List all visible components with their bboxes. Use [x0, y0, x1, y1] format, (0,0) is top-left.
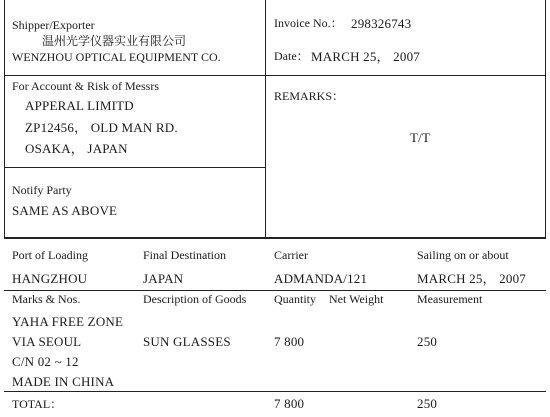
account-line-3: OSAKA， JAPAN: [25, 141, 128, 156]
marks-line-2: VIA SEOUL: [12, 334, 82, 349]
carrier-label: Carrier: [274, 248, 308, 262]
remarks-label: REMARKS：: [274, 89, 345, 103]
goods-measurement: 250: [417, 334, 438, 349]
marks-label: Marks & Nos.: [12, 292, 81, 306]
goods-quantity: 7 800: [274, 334, 305, 349]
account-line-2: ZP12456， OLD MAN RD.: [25, 120, 178, 135]
goods-description: SUN GLASSES: [143, 334, 231, 349]
sailing-date: MARCH 25， 2007: [417, 271, 526, 286]
marks-line-4: MADE IN CHINA: [12, 374, 115, 389]
total-measurement: 250: [417, 396, 438, 411]
net-weight-label: Net Weight: [329, 292, 384, 306]
invoice-number-label: Invoice No.：: [274, 16, 343, 30]
marks-line-3: C/N 02 ~ 12: [12, 354, 79, 369]
shipper-label: Shipper/Exporter: [12, 18, 95, 32]
sailing-label: Sailing on or about: [417, 248, 509, 262]
shipper-name-chinese: 温州光学仪器实业有限公司: [42, 34, 187, 48]
description-label: Description of Goods: [143, 292, 247, 306]
goods-bottom-rule: [4, 391, 546, 392]
invoice-date: MARCH 25， 2007: [311, 49, 420, 64]
upper-section-bottom-rule: [4, 237, 546, 239]
shipper-name-english: WENZHOU OPTICAL EQUIPMENT CO.: [12, 50, 221, 64]
account-label: For Account & Risk of Messrs: [12, 79, 159, 93]
port-of-loading: HANGZHOU: [12, 271, 88, 286]
right-border: [545, 0, 546, 238]
port-of-loading-label: Port of Loading: [12, 248, 88, 262]
final-destination-label: Final Destination: [143, 248, 226, 262]
measurement-label: Measurement: [417, 292, 483, 306]
invoice-number: 298326743: [351, 16, 412, 31]
final-destination: JAPAN: [143, 271, 184, 286]
account-bottom-rule: [4, 167, 266, 168]
shipping-bottom-rule: [4, 290, 546, 291]
notify-party-value: SAME AS ABOVE: [12, 203, 118, 218]
left-border: [4, 0, 5, 238]
marks-line-1: YAHA FREE ZONE: [12, 314, 124, 329]
total-quantity: 7 800: [274, 396, 305, 411]
invoice-date-label: Date：: [274, 49, 309, 63]
shipper-bottom-rule: [4, 75, 546, 76]
total-label: TOTAL：: [12, 397, 63, 411]
middle-divider: [265, 0, 266, 238]
account-line-1: APPERAL LIMITD: [25, 98, 134, 113]
notify-party-label: Notify Party: [12, 183, 72, 197]
quantity-label: Quantity: [274, 292, 316, 306]
carrier: ADMANDA/121: [274, 271, 368, 286]
remarks-value: T/T: [410, 130, 431, 145]
